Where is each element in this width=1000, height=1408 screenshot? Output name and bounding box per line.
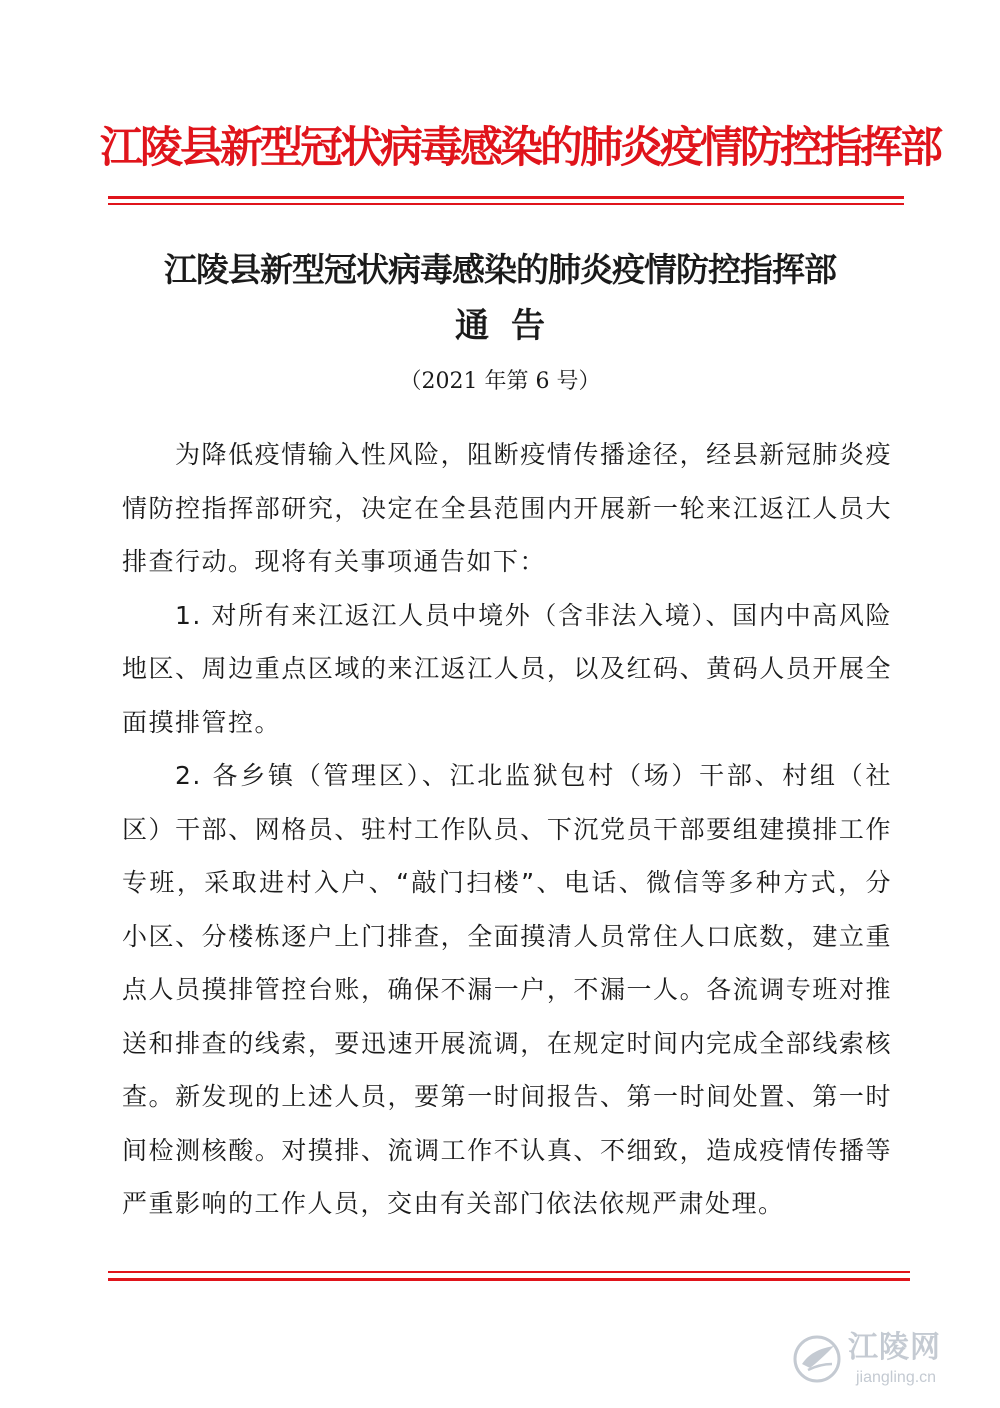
footer-rule-thin [108, 1271, 910, 1273]
watermark-site-name: 江陵网 [848, 1330, 941, 1365]
header-rule-thick [108, 196, 904, 199]
notice-subtitle: 通告 [455, 306, 567, 346]
notice-body [122, 428, 892, 1231]
document-number: （2021 年第 6 号） [399, 369, 601, 394]
notice-title: 江陵县新型冠状病毒感染的肺炎疫情防控指挥部 [164, 250, 836, 289]
watermark-url: jiangling.cn [856, 1369, 937, 1386]
header-rule-thin [108, 203, 904, 205]
bird-logo-icon [792, 1334, 842, 1384]
footer-rule-thick [108, 1278, 910, 1281]
site-watermark [792, 1330, 982, 1392]
paragraph-item-1: 1. 对所有来江返江人员中境外（含非法入境）、国内中高风险地区、周边重点区域的来江返江人员，以及红码、黄码人员开展全面摸排管控。 [122, 600, 892, 737]
paragraph-item-2: 2. 各乡镇（管理区）、江北监狱包村（场）干部、村组（社区）干部、网格员、驻村工作队员、下沉党员干部要组建摸排工作专班，采取进村入户、“敲门扫楼”、电话、微信等多种方式，分小区、分楼栋逐户上门排查，全面摸清人员常住人口底数，建立重点人员摸排管控台账，确保不漏一户，不漏一人。各流调专班对推送和排查的线索，要迅速开展流调，在规定时间内完成全部线索核查。新发现的上述人员，要第一时间报告、第一时间处置、第一时间检测核酸。对摸排、流调工作不认真、不细致，造成疫情传播等严重影响的工作人员，交由有关部门依法依规严肃处理。 [122, 761, 892, 1218]
masthead: 江陵县新型冠状病毒感染的肺炎疫情防控指挥部 [100, 123, 940, 173]
paragraph-intro: 为降低疫情输入性风险，阻断疫情传播途径，经县新冠肺炎疫情防控指挥部研究，决定在全县范围内开展新一轮来江返江人员大排查行动。现将有关事项通告如下： [122, 440, 892, 576]
